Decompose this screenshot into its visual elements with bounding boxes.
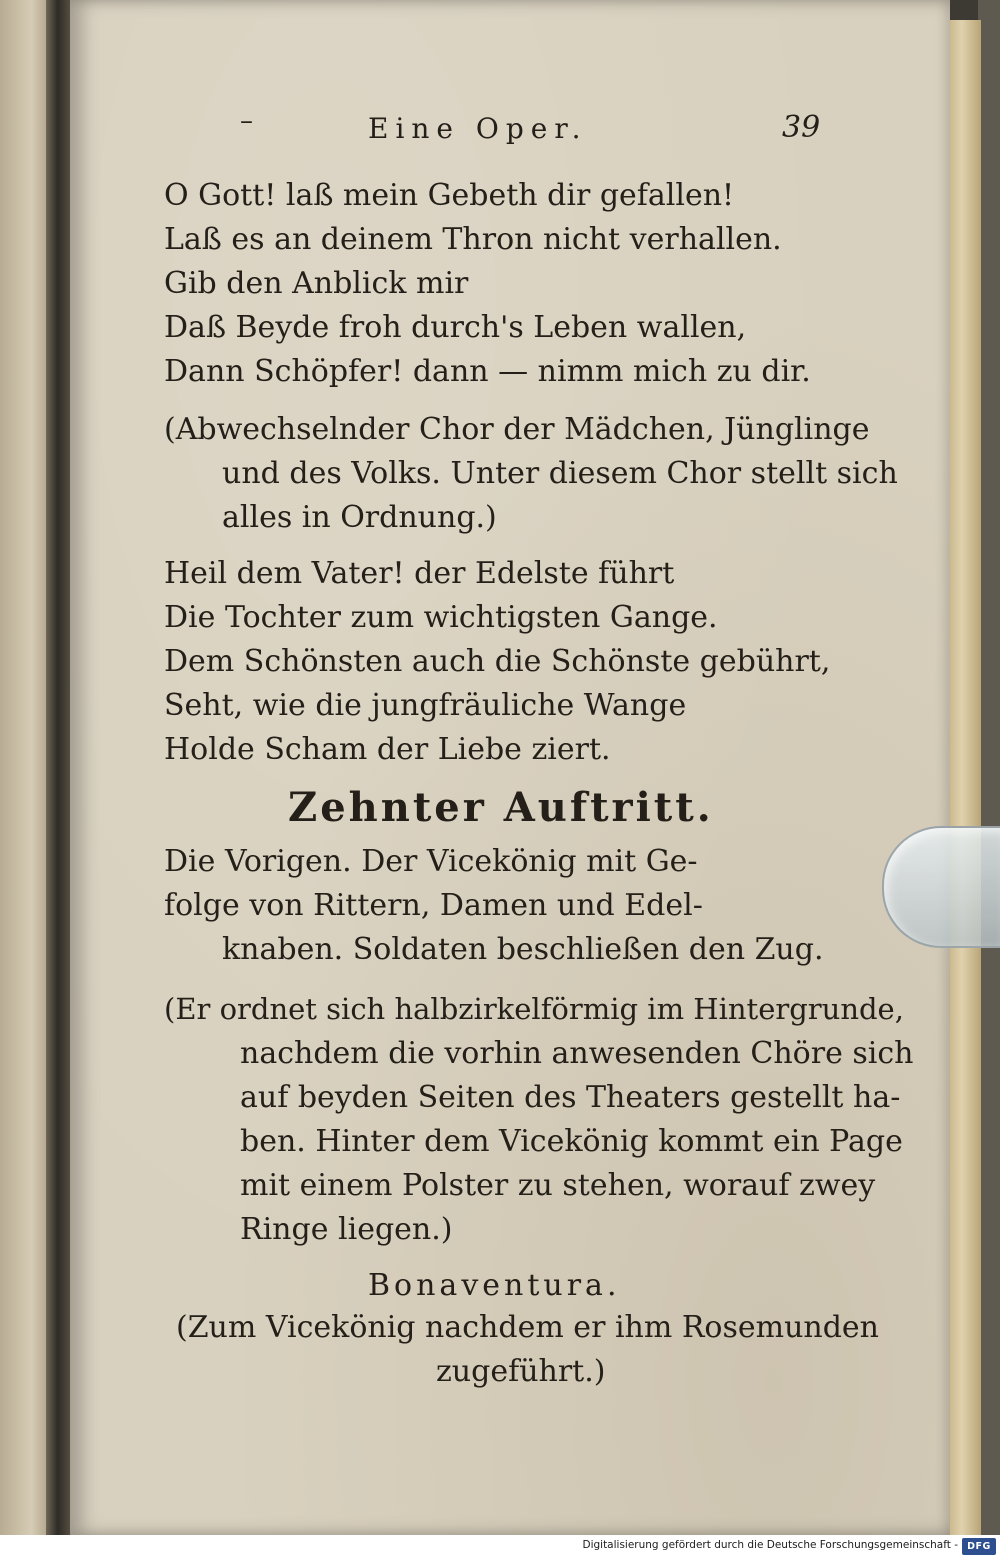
character-list-line: knaben. Soldaten beschließen den Zug. xyxy=(222,932,824,967)
stage-direction-line: (Abwechselnder Chor der Mädchen, Jünglinge xyxy=(164,412,870,447)
chorus-line: Heil dem Vater! der Edelste führt xyxy=(164,556,675,591)
stage-direction-line: nachdem die vorhin anwesenden Chöre sich xyxy=(240,1036,914,1071)
prayer-line: Dann Schöpfer! dann — nimm mich zu dir. xyxy=(164,354,811,389)
stage-direction-line: mit einem Polster zu stehen, worauf zwey xyxy=(240,1168,876,1203)
prayer-line: Daß Beyde froh durch's Leben wallen, xyxy=(164,310,747,345)
chorus-line: Die Tochter zum wichtigsten Gange. xyxy=(164,600,718,635)
stage-direction-line: ben. Hinter dem Vicekönig kommt ein Page xyxy=(240,1124,903,1159)
stage-direction-line: Ringe liegen.) xyxy=(240,1212,453,1247)
chorus-line: Dem Schönsten auch die Schönste gebührt, xyxy=(164,644,831,679)
stage-direction-line: alles in Ordnung.) xyxy=(222,500,497,535)
scan-background xyxy=(978,0,1000,1558)
chorus-line: Seht, wie die jungfräuliche Wange xyxy=(164,688,687,723)
book-gutter xyxy=(46,0,72,1535)
header-dash: – xyxy=(240,106,253,136)
left-page-edge xyxy=(0,0,52,1535)
stage-direction-line: auf beyden Seiten des Theaters gestellt ha- xyxy=(240,1080,901,1115)
character-list-line: Die Vorigen. Der Vicekönig mit Ge- xyxy=(164,844,698,879)
digitization-credit: Digitalisierung gefördert durch die Deutsche Forschungsgemeinschaft - xyxy=(582,1539,958,1551)
speaker-direction-line: zugeführt.) xyxy=(436,1354,606,1389)
speaker-direction-line: (Zum Vicekönig nachdem er ihm Rosemunden xyxy=(176,1310,880,1345)
speaker-name: Bonaventura. xyxy=(368,1268,621,1303)
page-number: 39 xyxy=(782,110,821,145)
page-clip xyxy=(882,826,1000,948)
character-list-line: folge von Rittern, Damen und Edel- xyxy=(164,888,703,923)
stage-direction-line: und des Volks. Unter diesem Chor stellt sich xyxy=(222,456,898,491)
prayer-line: Laß es an deinem Thron nicht verhallen. xyxy=(164,222,782,257)
prayer-line: O Gott! laß mein Gebeth dir gefallen! xyxy=(164,178,735,213)
running-title: Eine Oper. xyxy=(368,112,588,145)
page-stack-edge xyxy=(948,20,981,1535)
dfg-logo: DFG xyxy=(962,1538,996,1555)
stage-direction-line: (Er ordnet sich halbzirkelförmig im Hintergrunde, xyxy=(164,992,904,1026)
prayer-line: Gib den Anblick mir xyxy=(164,266,469,301)
scene-heading: Zehnter Auftritt. xyxy=(288,784,714,831)
chorus-line: Holde Scham der Liebe ziert. xyxy=(164,732,611,767)
